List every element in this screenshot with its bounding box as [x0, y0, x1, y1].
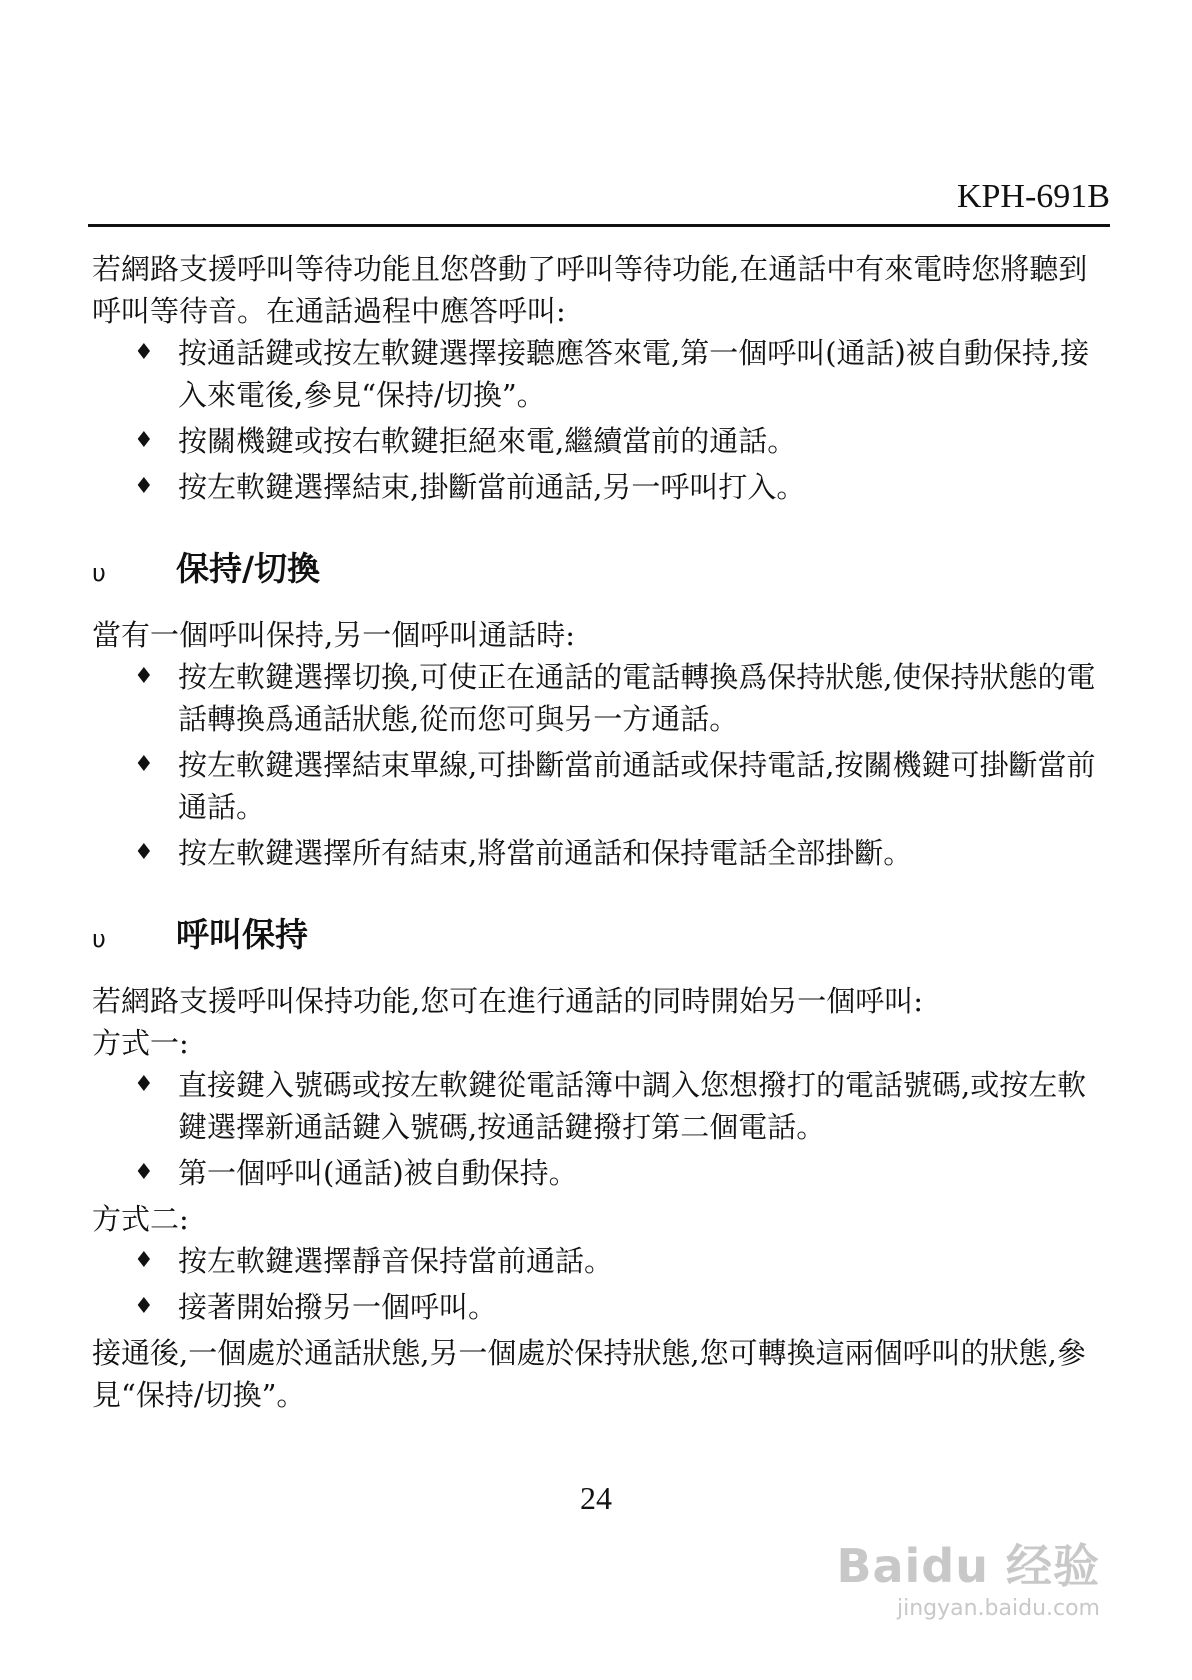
list-item: ♦ 按關機鍵或按右軟鍵拒絕來電,繼續當前的通話。: [92, 420, 1112, 462]
model-number: KPH-691B: [956, 178, 1110, 215]
watermark-brand: Baidu 经验: [836, 1539, 1100, 1593]
closing-paragraph: 接通後,一個處於通話狀態,另一個處於保持狀態,您可轉換這兩個呼叫的狀態,參見“保持/切換”。: [92, 1336, 1086, 1412]
diamond-bullet-icon: ♦: [134, 752, 154, 777]
list-item: ♦ 按左軟鍵選擇切換,可使正在通話的電話轉換爲保持狀態,使保持狀態的電話轉換爲通話狀態,從而您可與另一方通話。: [92, 656, 1112, 740]
list-item: ♦ 直接鍵入號碼或按左軟鍵從電話簿中調入您想撥打的電話號碼,或按左軟鍵選擇新通話鍵入號碼,按通話鍵撥打第二個電話。: [92, 1064, 1112, 1148]
list-item: ♦ 按左軟鍵選擇結束單線,可掛斷當前通話或保持電話,按關機鍵可掛斷當前通話。: [92, 744, 1112, 828]
diamond-bullet-icon: ♦: [134, 664, 154, 689]
method-one-label: 方式一:: [92, 1026, 189, 1060]
diamond-bullet-icon: ♦: [134, 428, 154, 453]
method-two-bullet-list: [92, 1240, 1112, 1328]
page-number: 24: [580, 1480, 612, 1516]
section-marker: υ: [92, 925, 106, 953]
diamond-bullet-icon: ♦: [134, 1248, 154, 1273]
list-item: ♦ 按左軟鍵選擇所有結束,將當前通話和保持電話全部掛斷。: [92, 832, 1112, 874]
section-title: 保持/切換: [176, 549, 321, 588]
diamond-bullet-icon: ♦: [134, 1072, 154, 1097]
section-paragraph: 當有一個呼叫保持,另一個呼叫通話時:: [92, 618, 575, 652]
intro-bullet-list: [92, 332, 1112, 508]
baidu-watermark: [836, 1530, 1100, 1621]
section1-bullet-list: [92, 656, 1112, 874]
list-item: ♦ 接著開始撥另一個呼叫。: [92, 1286, 1112, 1328]
method-two-label: 方式二:: [92, 1202, 189, 1236]
section-marker: υ: [92, 559, 106, 587]
section-title: 呼叫保持: [176, 915, 308, 954]
method-one-bullet-list: [92, 1064, 1112, 1194]
diamond-bullet-icon: ♦: [134, 840, 154, 865]
intro-paragraph: 若網路支援呼叫等待功能且您啓動了呼叫等待功能,在通話中有來電時您將聽到呼叫等待音。在通話過程中應答呼叫:: [92, 252, 1088, 328]
header-rule: [88, 224, 1110, 227]
section-heading-hold-switch: [92, 548, 1112, 594]
diamond-bullet-icon: ♦: [134, 474, 154, 499]
section-paragraph: 若網路支援呼叫保持功能,您可在進行通話的同時開始另一個呼叫:: [92, 984, 923, 1018]
diamond-bullet-icon: ♦: [134, 1160, 154, 1185]
list-item: ♦ 按左軟鍵選擇靜音保持當前通話。: [92, 1240, 1112, 1282]
list-item: ♦ 按左軟鍵選擇結束,掛斷當前通話,另一呼叫打入。: [92, 466, 1112, 508]
section-heading-call-hold: [92, 914, 1112, 960]
diamond-bullet-icon: ♦: [134, 1294, 154, 1319]
watermark-url: jingyan.baidu.com: [896, 1596, 1100, 1621]
list-item: ♦ 按通話鍵或按左軟鍵選擇接聽應答來電,第一個呼叫(通話)被自動保持,接入來電後,參見“保持/切換”。: [92, 332, 1112, 416]
diamond-bullet-icon: ♦: [134, 340, 154, 365]
list-item: ♦ 第一個呼叫(通話)被自動保持。: [92, 1152, 1112, 1194]
page-content: [92, 248, 1112, 1416]
